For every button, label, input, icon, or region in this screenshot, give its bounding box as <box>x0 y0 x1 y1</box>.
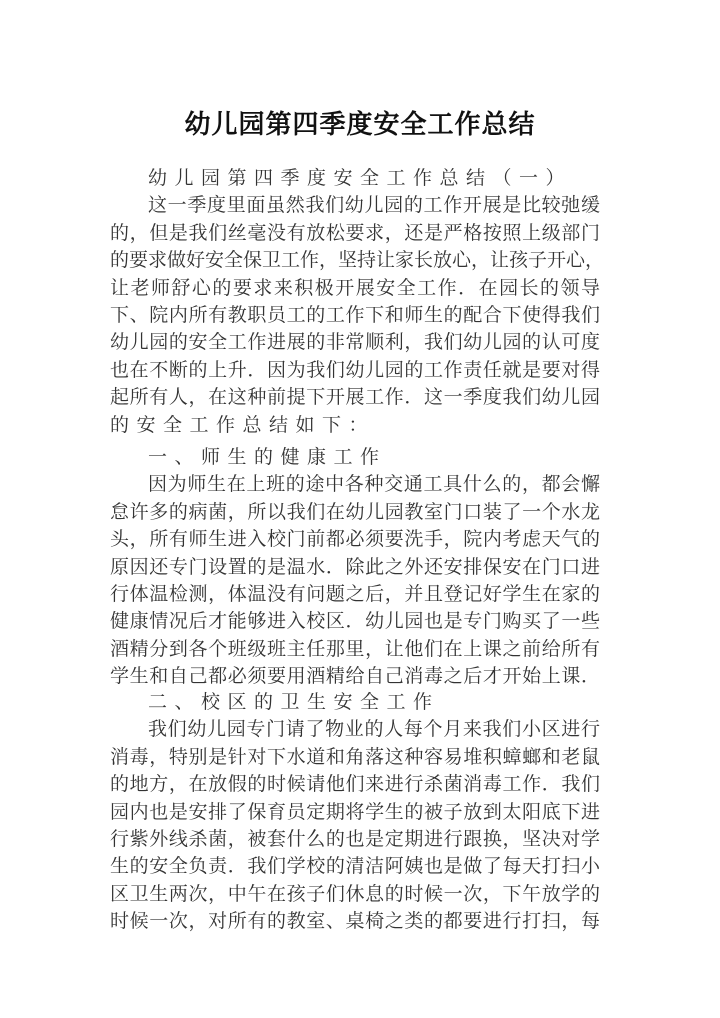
text-line: 也在不断的上升．因为我们幼儿园的工作责任就是要对得 <box>110 358 600 381</box>
text-line: 起所有人，在这种前提下开展工作．这一季度我们幼儿园 <box>110 386 600 409</box>
text-line: 消毒，特别是针对下水道和角落这种容易堆积蟑螂和老鼠 <box>110 745 600 768</box>
text-line: 这一季度里面虽然我们幼儿园的工作开展是比较弛缓 <box>148 194 600 217</box>
text-line: 幼儿园第四季度安全工作总结（一） <box>148 167 573 189</box>
text-line: 头，所有师生进入校门前都必须要洗手，院内考虑天气的 <box>110 528 600 551</box>
text-line: 原因还专门设置的是温水．除此之外还安排保安在门口进 <box>110 555 600 578</box>
text-line: 健康情况后才能够进入校区．幼儿园也是专门购买了一些 <box>110 610 600 633</box>
document-title: 幼儿园第四季度安全工作总结 <box>184 110 536 140</box>
text-line: 的要求做好安全保卫工作，坚持让家长放心，让孩子开心， <box>110 249 605 272</box>
section-heading: 二、校区的卫生安全工作 <box>148 691 440 713</box>
text-line: 行紫外线杀菌，被套什么的也是定期进行跟换，坚决对学 <box>110 827 600 850</box>
text-line: 我们幼儿园专门请了物业的人每个月来我们小区进行 <box>148 718 600 741</box>
text-line: 让老师舒心的要求来积极开展安全工作．在园长的领导 <box>110 276 600 299</box>
text-line: 区卫生两次，中午在孩子们休息的时候一次，下午放学的 <box>110 882 600 905</box>
section-hygiene <box>110 689 600 936</box>
text-line: 生的安全负责．我们学校的清洁阿姨也是做了每天打扫小 <box>110 855 600 878</box>
text-line: 园内也是安排了保育员定期将学生的被子放到太阳底下进 <box>110 800 600 823</box>
text-line: 的，但是我们丝毫没有放松要求，还是严格按照上级部门 <box>110 221 600 244</box>
text-line: 怠许多的病菌，所以我们在幼儿园教室门口装了一个水龙 <box>110 500 600 523</box>
text-line: 酒精分到各个班级班主任那里，让他们在上课之前给所有 <box>110 637 600 660</box>
text-line: 因为师生在上班的途中各种交通工具什么的，都会懈 <box>148 473 600 496</box>
text-line: 幼儿园的安全工作进展的非常顺利，我们幼儿园的认可度 <box>110 331 600 354</box>
text-line: 的地方，在放假的时候请他们来进行杀菌消毒工作．我们 <box>110 773 600 796</box>
text-line: 时候一次，对所有的教室、桌椅之类的都要进行打扫，每 <box>110 910 600 933</box>
section-heading: 一、师生的健康工作 <box>148 446 387 468</box>
text-line: 下、院内所有教职员工的工作下和师生的配合下使得我们 <box>110 303 600 326</box>
section-intro <box>110 165 605 439</box>
text-line: 行体温检测，体温没有问题之后，并且登记好学生在家的 <box>110 582 600 605</box>
text-line: 学生和自己都必须要用酒精给自己消毒之后才开始上课． <box>110 665 600 688</box>
section-health <box>110 444 600 691</box>
text-line: 的安全工作总结如下： <box>110 413 376 436</box>
